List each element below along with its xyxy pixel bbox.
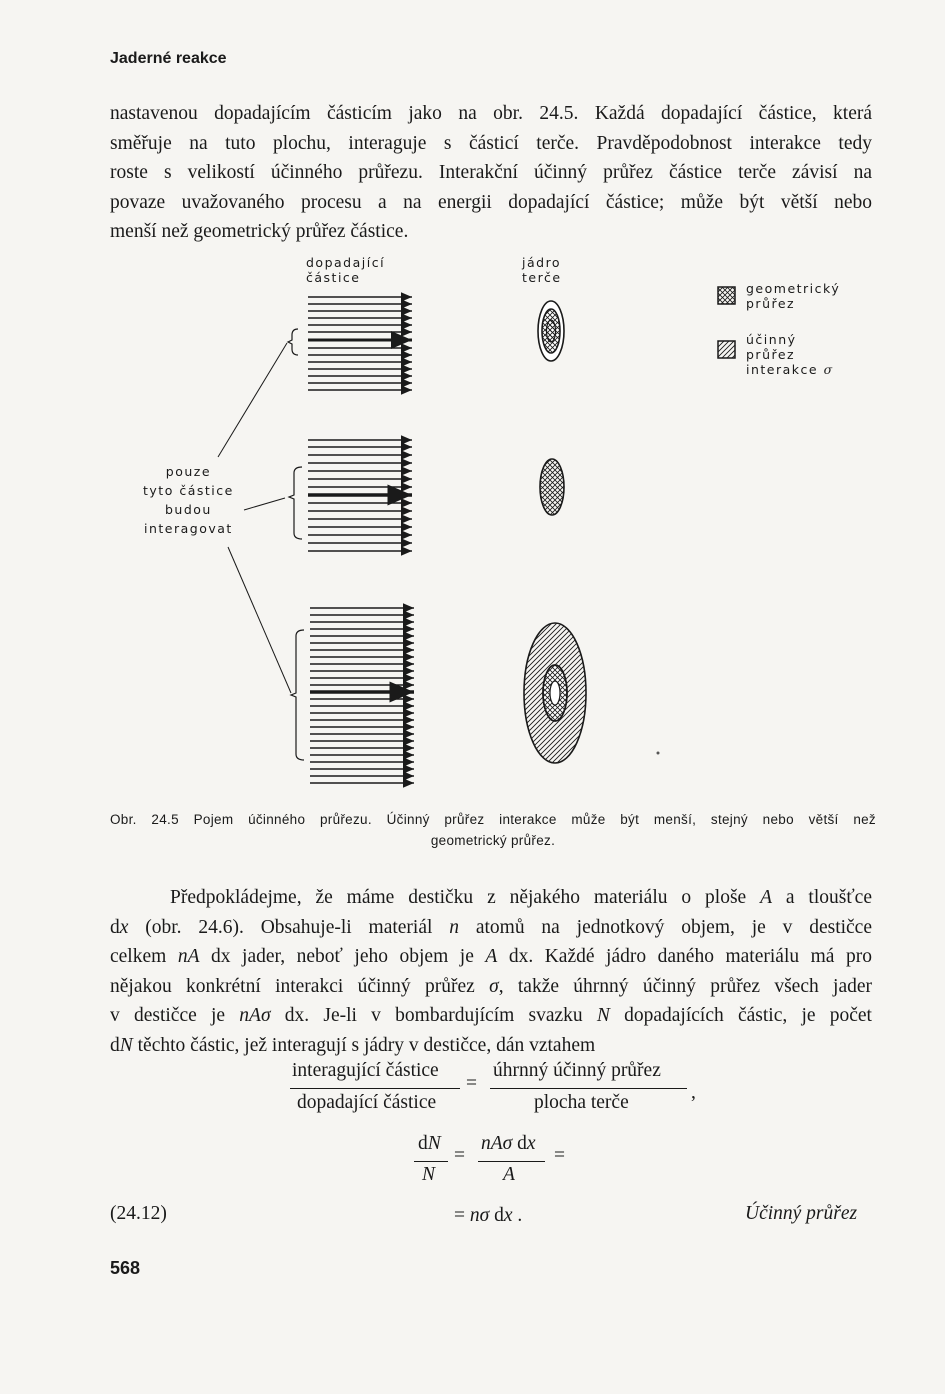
fraction-bar <box>478 1161 545 1162</box>
eq2-denominator-left: N <box>422 1164 436 1185</box>
text-line: v destičce je nAσ dx. Je-li v bombardujícím svazku N dopadajících částic, je počet <box>110 1005 872 1026</box>
nucleus-small-cross-section <box>538 301 564 361</box>
fraction-bar <box>414 1161 448 1162</box>
pointer-line <box>228 547 291 693</box>
eq2-equals: = <box>454 1145 465 1166</box>
text-line: nastavenou dopadajícím částicím jako na obr. 24.5. Každá dopadající částice, která <box>110 103 872 124</box>
figure-caption <box>110 809 876 851</box>
cross-section-figure <box>0 245 945 805</box>
margin-note: Účinný průřez <box>745 1203 858 1224</box>
equation-number: (24.12) <box>110 1203 167 1224</box>
pointer-line <box>218 343 287 457</box>
eq2-numerator-left: dN <box>418 1133 441 1154</box>
eq1-numerator-right: úhrnný účinný průřez <box>493 1060 661 1081</box>
label-only-these-interact: pouze tyto částice budou interagovat <box>143 464 234 536</box>
fraction-bar <box>290 1088 460 1089</box>
text-line: menší než geometrický průřez částice. <box>110 221 409 242</box>
text-line: Předpokládejme, že máme destičku z nějakého materiálu o ploše A a tloušťce <box>170 887 872 908</box>
eq1-equals: = <box>466 1073 477 1094</box>
paragraph-derivation <box>110 883 872 1060</box>
text-line: nějakou konkrétní interakci účinný průřez σ, takže úhrnný účinný průřez všech jader <box>110 975 872 997</box>
paragraph-intro <box>110 99 872 247</box>
label-incident-particles: dopadající částice <box>306 255 386 285</box>
legend-geometric-label: geometrický průřez <box>746 281 841 311</box>
bracket <box>289 467 302 539</box>
text-line: celkem nA dx jader, neboť jeho objem je A dx. Každé jádro daného materiálu má pro <box>110 946 872 967</box>
legend-effective-label: účinný průřez interakce σ <box>746 332 834 377</box>
eq2-numerator-right: nAσ dx <box>481 1133 536 1154</box>
text-line: povaze uvažovaného procesu a na energii dopadající částice; může být větší nebo <box>110 191 872 213</box>
fraction-bar <box>490 1088 687 1089</box>
text-line: roste s velikostí účinného průřezu. Interakční účinný průřez částice terče závisí na <box>110 162 872 183</box>
eq1-comma: , <box>691 1082 696 1103</box>
caption-line: geometrický průřez. <box>430 833 556 848</box>
label-target-nucleus: jádro terče <box>522 255 562 285</box>
beam-group-small <box>308 297 412 390</box>
nucleus-equal-cross-section <box>540 459 564 515</box>
page-number: 568 <box>110 1258 141 1278</box>
text-line: dx (obr. 24.6). Obsahuje-li materiál n atomů na jednotkový objem, je v destičce <box>110 916 872 938</box>
eq1-denominator-left: dopadající částice <box>297 1092 437 1113</box>
beam-group-equal <box>308 440 412 551</box>
bracket <box>291 630 304 760</box>
text-line: směřuje na tuto plochu, interaguje s částicí terče. Pravděpodobnost interakce tedy <box>110 132 872 154</box>
figure-drawing <box>0 245 945 805</box>
equation-result: = nσ dx . <box>454 1205 523 1226</box>
eq1-numerator-left: interagující částice <box>292 1060 439 1081</box>
nucleus-large-cross-section <box>524 623 586 763</box>
speck <box>657 752 660 755</box>
caption-line: Obr. 24.5 Pojem účinného průřezu. Účinný průřez interakce může být menší, stejný nebo větší než <box>110 812 876 827</box>
eq2-equals-trailing: = <box>554 1145 565 1166</box>
eq1-denominator-right: plocha terče <box>534 1092 629 1113</box>
legend-effective-swatch <box>718 341 735 358</box>
running-header: Jaderné reakce <box>110 50 227 67</box>
pointer-line <box>244 498 285 510</box>
eq2-denominator-right: A <box>503 1164 515 1185</box>
beam-group-large <box>310 608 414 783</box>
bracket <box>288 329 298 355</box>
legend-geometric-swatch <box>718 287 735 304</box>
text-line: dN těchto částic, jež interagují s jádry v destičce, dán vztahem <box>110 1034 596 1056</box>
